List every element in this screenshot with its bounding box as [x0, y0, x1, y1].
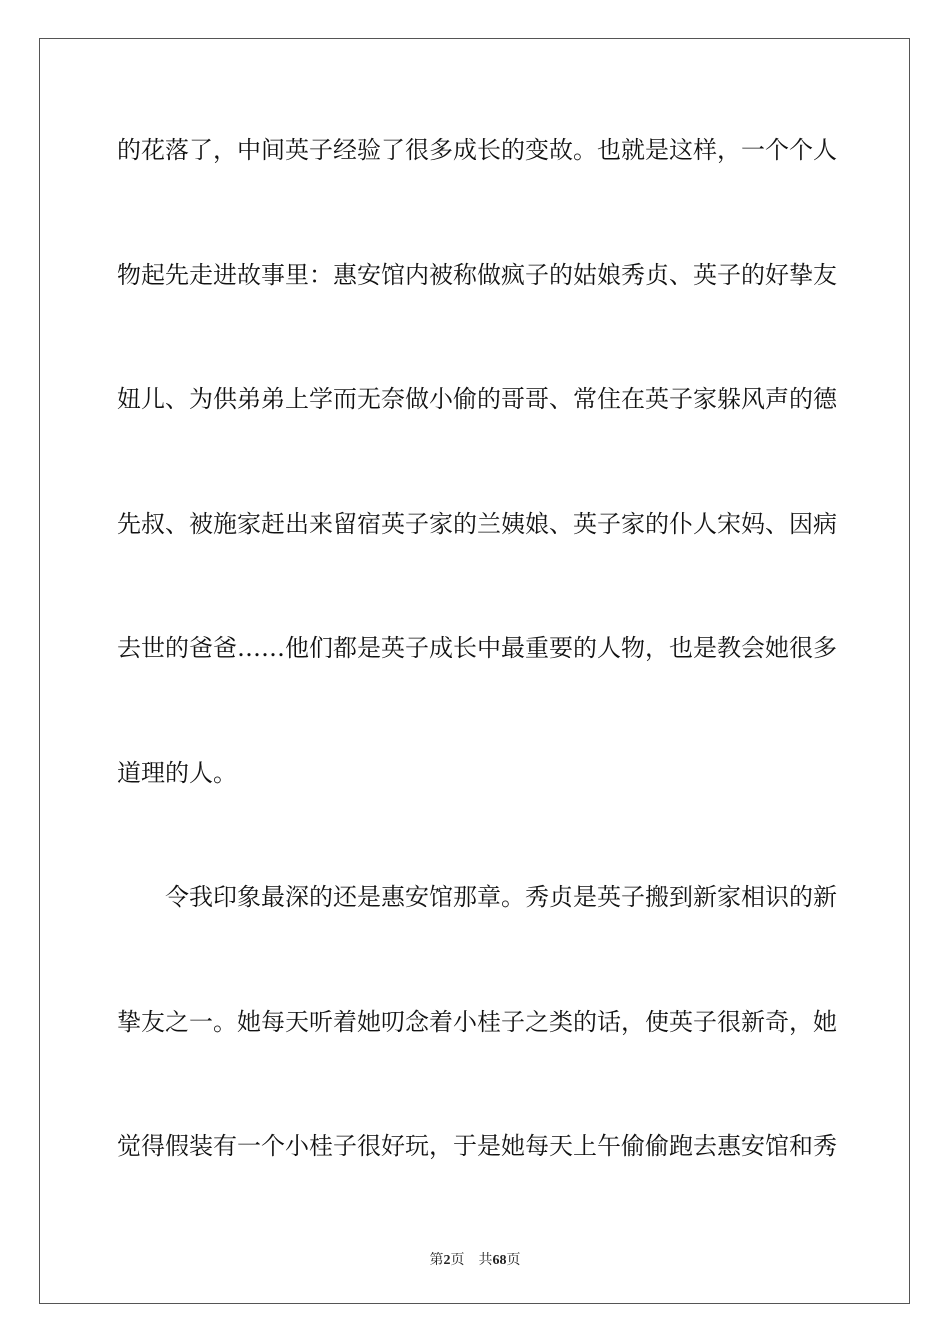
total-prefix: 共	[478, 1252, 493, 1268]
text-line-5: 去世的爸爸……他们都是英子成长中最重要的人物，也是教会她很多	[117, 634, 837, 662]
text-line-1: 的花落了，中间英子经验了很多成长的变故。也就是这样，一个个人	[117, 136, 837, 164]
text-line-3: 妞儿、为供弟弟上学而无奈做小偷的哥哥、常住在英子家躲风声的德	[117, 385, 837, 413]
text-line-4: 先叔、被施家赶出来留宿英子家的兰姨娘、英子家的仆人宋妈、因病	[117, 510, 837, 538]
text-line-9: 觉得假装有一个小桂子很好玩，于是她每天上午偷偷跑去惠安馆和秀	[117, 1132, 837, 1160]
page-border	[39, 38, 910, 1304]
page-number: 2	[443, 1253, 451, 1268]
page-footer	[0, 1249, 950, 1269]
page-suffix: 页	[450, 1252, 465, 1268]
text-line-2: 物起先走进故事里：惠安馆内被称做疯子的姑娘秀贞、英子的好挚友	[117, 261, 837, 289]
total-pages: 68	[492, 1253, 507, 1268]
text-line-8: 挚友之一。她每天听着她叨念着小桂子之类的话，使英子很新奇，她	[117, 1008, 837, 1036]
text-line-6: 道理的人。	[117, 759, 237, 787]
text-line-7-paragraph-start: 令我印象最深的还是惠安馆那章。秀贞是英子搬到新家相识的新	[165, 883, 837, 911]
total-suffix: 页	[506, 1252, 521, 1268]
page-prefix: 第	[429, 1252, 444, 1268]
